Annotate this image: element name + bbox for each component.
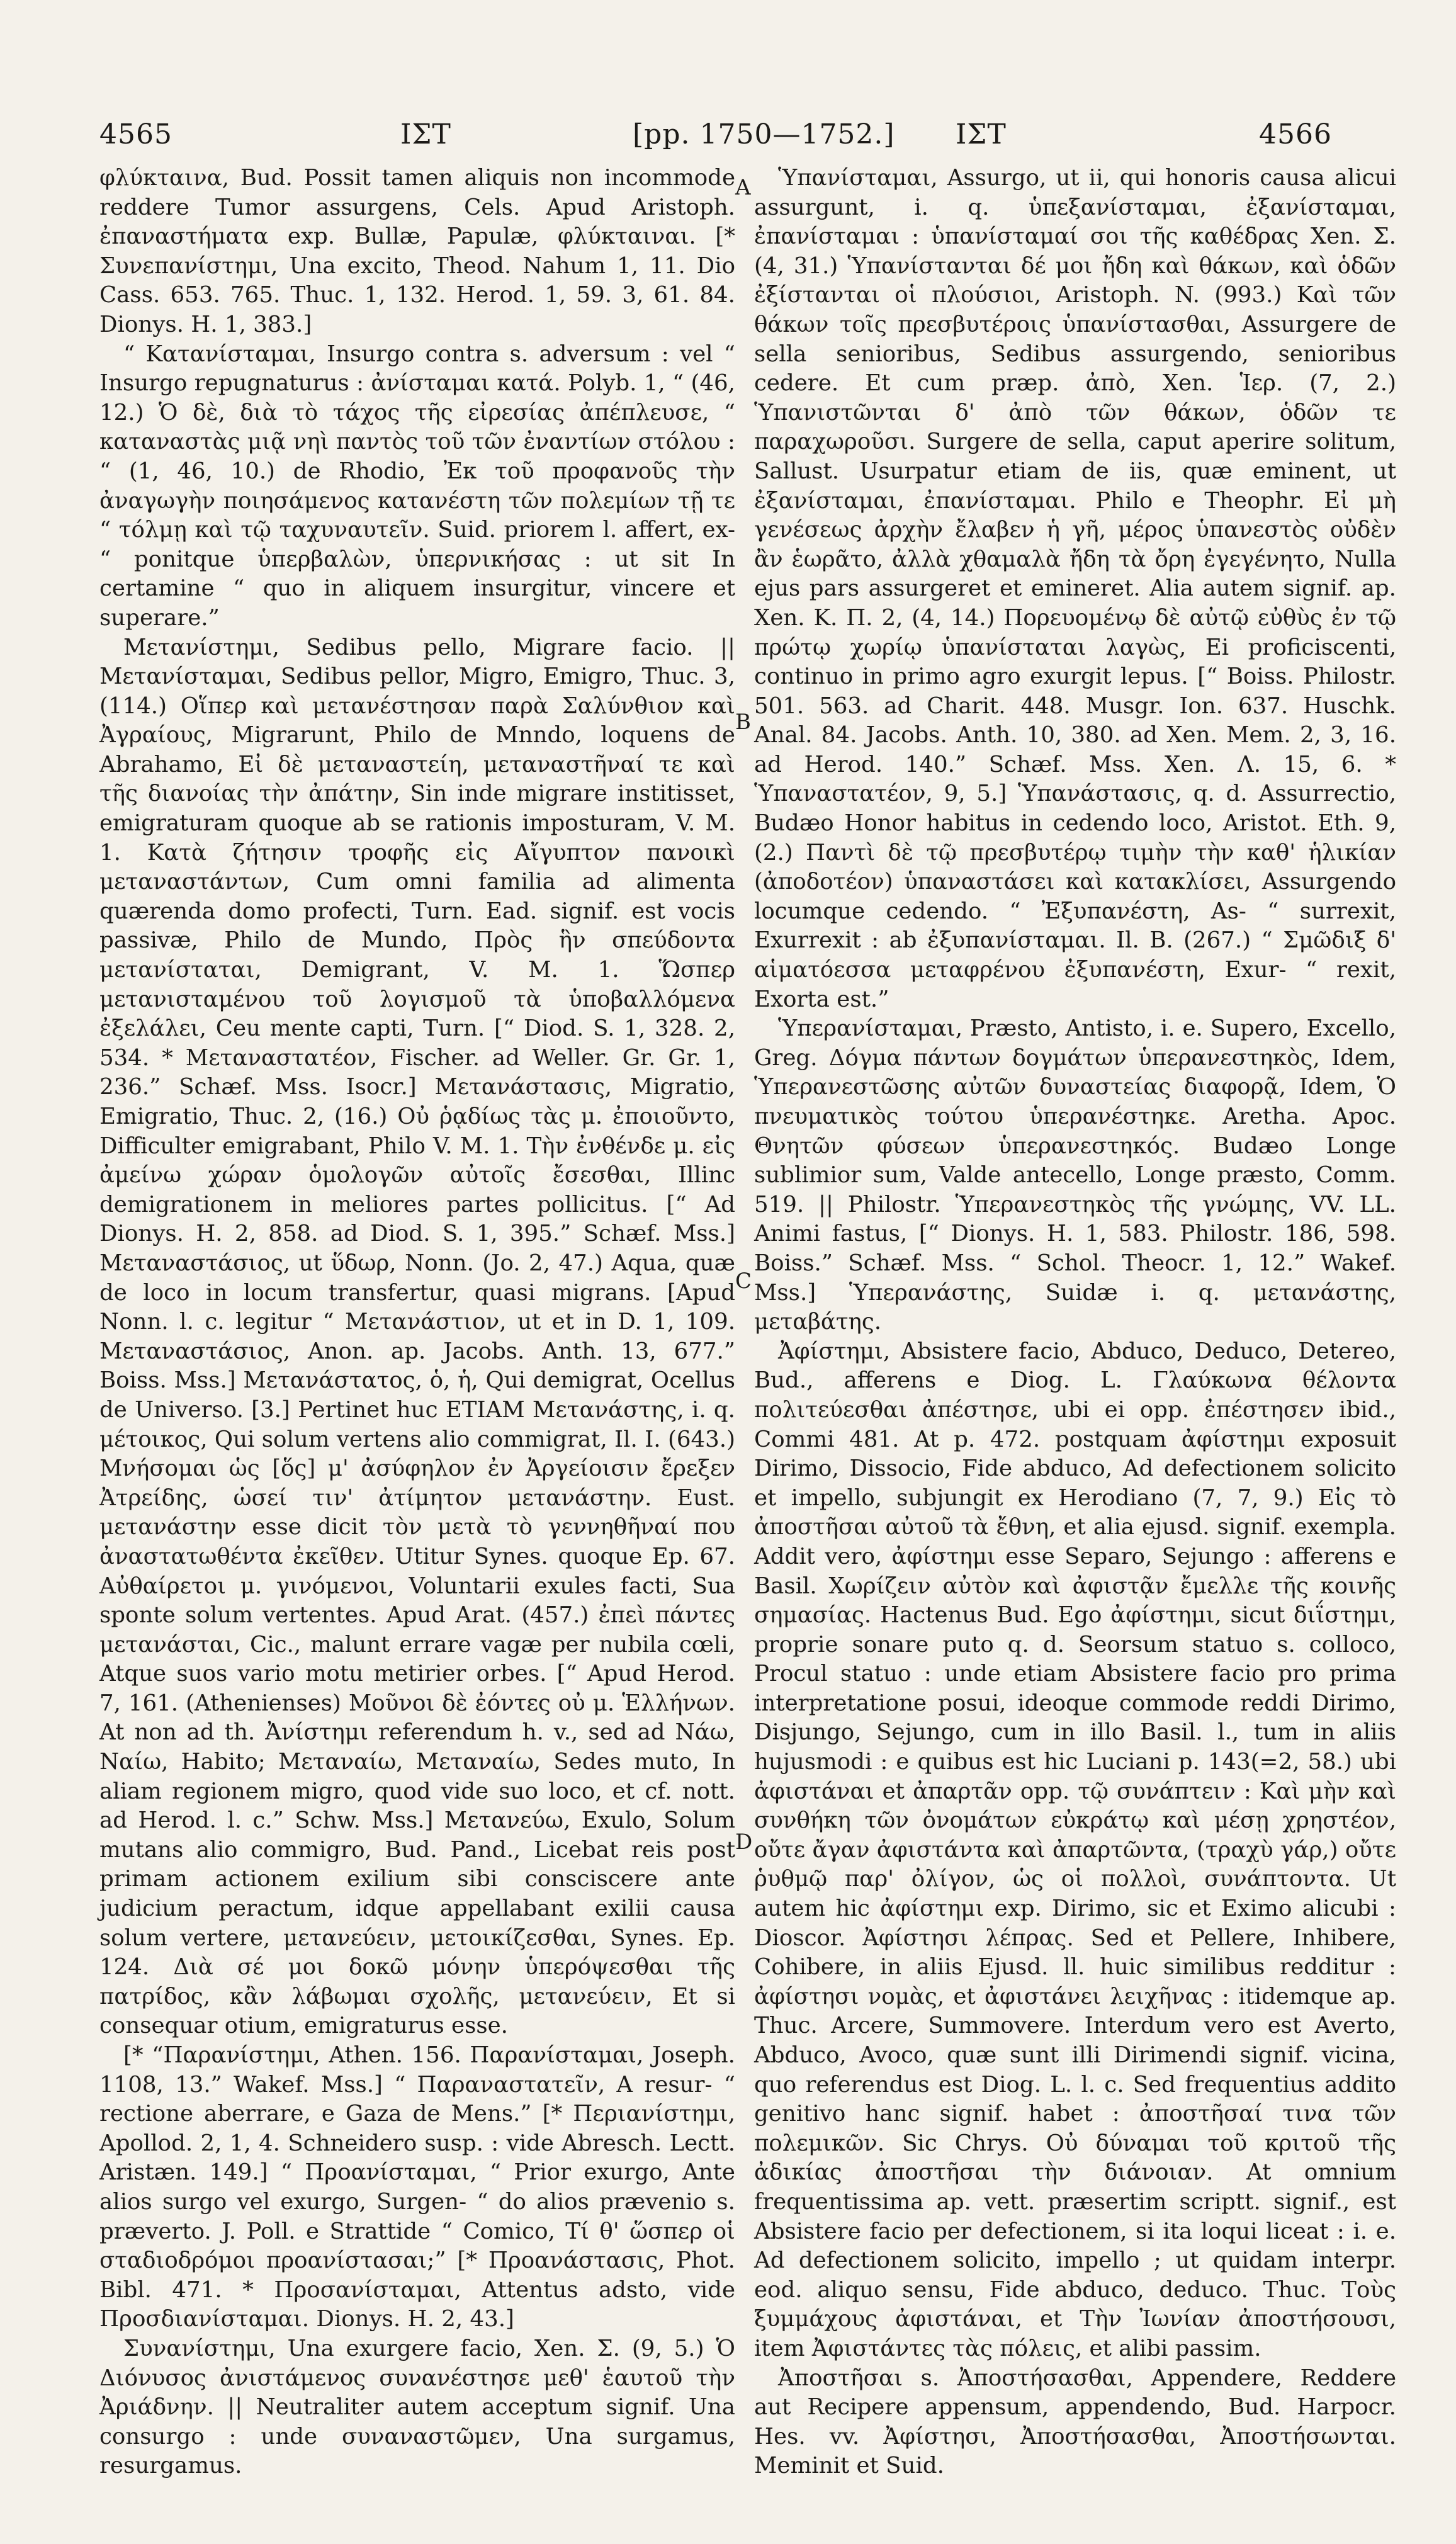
margin-letter-d: D — [735, 1829, 753, 1855]
entry-paragraph: φλύκταινα, Bud. Possit tamen aliquis non incommode reddere Tumor assurgens, Cels. Apud Aristoph. ἐπαναστήματα exp. Bullæ, Papulæ, φλύκταιναι. [* Συνεπανίστημι, Una excito, Theod. Nahum 1, 11. Dio Cass. 653. 765. Thuc. 1, 132. Herod. 1, 59. 3, 61. 84. Dionys. H. 1, 383.] — [99, 165, 735, 337]
entry-paragraph: Μετανίστημι, Sedibus pello, Migrare facio. || Μετανίσταμαι, Sedibus pellor, Migro, Emigro, Thuc. 3, (114.) Οἵπερ καὶ μετανέστησαν παρὰ Σαλύνθιον καὶ Ἀγραίους, Migrarunt, Philo de Mnndo, loquens de Abrahamo, Εἰ δὲ μεταναστείη, μεταναστῆναί τε καὶ τῆς διανοίας τὴν ἀπάτην, Sin inde migrare institisset, emigraturam quoque ab se rationis imposturam, V. M. 1. Κατὰ ζήτησιν τροφῆς εἰς Αἴγυπτον πανοικὶ μεταναστάντων, Cum omni familia ad alimenta quærenda domo profecti, Turn. Ead. signif. est vocis passivæ, Philo de Mundo, Πρὸς ἣν σπεύδοντα μετανίσταται, Demigrant, V. M. 1. Ὥσπερ μετανισταμένου τοῦ λογισμοῦ τὰ ὑποβαλλόμενα ἐξελάλει, Ceu mente capti, Turn. [“ Diod. S. 1, 328. 2, 534. * Μεταναστατέον, Fischer. ad Weller. Gr. Gr. 1, 236.” Schæf. Mss. Isocr.] Μετανάστασις, Migratio, Emigratio, Thuc. 2, (16.) Οὐ ῥᾳδίως τὰς μ. ἐποιοῦντο, Difficulter emigrabant, Philo V. M. 1. Τὴν ἐνθένδε μ. εἰς ἀμείνω χώραν ὁμολογῶν αὐτοῖς ἔσεσθαι, Illinc demigrationem in meliores partes pollicitus. [“ Ad Dionys. H. 2, 858. ad Diod. S. 1, 395.” Schæf. Mss.] Μεταναστάσιος, ut ὕδωρ, Nonn. (Jo. 2, 47.) Aqua, quæ de loco in locum transfertur, quasi migrans. [Apud Nonn. l. c. legitur “ Μετανάστιον, ut et in D. 1, 109. Μεταναστάσιος, Anon. ap. Jacobs. Anth. 13, 677.” Boiss. Mss.] Μετανάστατος, ὁ, ἡ, Qui demigrat, Ocellus de Universo. [3.] Pertinet huc ETIAM Μετανάστης, i. q. μέτοικος, Qui solum vertens alio commigrat, Il. I. (643.) Μνήσομαι ὡς [ὅς] μ' ἀσύφηλον ἐν Ἀργείοισιν ἔρεξεν Ἀτρείδης, ὡσεί τιν' ἀτίμητον μετανάστην. Eust. μετανάστην esse dicit τὸν μετὰ τὸ γεννηθῆναί που ἀναστατωθέντα ἐκεῖθεν. Utitur Synes. quoque Ep. 67. Αὐθαίρετοι μ. γινόμενοι, Voluntarii exules facti, Sua sponte solum vertentes. Apud Arat. (457.) ἐπεὶ πάντες μετανάσται, Cic., malunt errare vagæ per nubila cœli, Atque suos vario motu metirier orbes. [“ Apud Herod. 7, 161. (Athenienses) Μοῦνοι δὲ ἐόντες οὐ μ. Ἑλλήνων. At non ad th. Ἀνίστημι referendum h. v., sed ad Νάω, Ναίω, Habito; Μεταναίω, Μεταναίω, Sedes muto, In aliam regionem migro, quod vide suo loco, et cf. nott. ad Herod. l. c.” Schw. Mss.] Μετανεύω, Exulo, Solum mutans alio commigro, Bud. Pand., Licebat reis post primam actionem exilium sibi consciscere ante judicium peractum, idque appellabant exilii causa solum vertere, μετανεύειν, μετοικίζεσθαι, Synes. Ep. 124. Διὰ σέ μοι δοκῶ μόνην ὑπερόψεσθαι τῆς πατρίδος, κἂν λάβωμαι σχολῆς, μετανεύειν, Et si consequar otium, emigraturus esse. — [99, 634, 735, 2039]
margin-letter-a: A — [735, 175, 751, 200]
right-page-number: 4566 — [1259, 118, 1332, 150]
entry-paragraph: Ὑπερανίσταμαι, Præsto, Antisto, i. e. Supero, Excello, Greg. Δόγμα πάντων δογμάτων ὑπερανεστηκὸς, Idem, Ὑπερανεστῶσης αὐτῶν δυναστείας διαφορᾷ, Idem, Ὁ πνευματικὸς τούτου ὑπερανέστηκε. Aretha. Apoc. Θνητῶν φύσεων ὑπερανεστηκός. Budæo Longe sublimior sum, Valde antecello, Longe præsto, Comm. 519. || Philostr. Ὑπερανεστηκὸς τῆς γνώμης, VV. LL. Animi fastus, [“ Dionys. H. 1, 583. Philostr. 186, 598. Boiss.” Schæf. Mss. “ Schol. Theocr. 1, 12.” Wakef. Mss.] Ὑπερανάστης, Suidæ i. q. μετανάστης, μεταβάτης. — [754, 1015, 1396, 1335]
left-column — [99, 164, 735, 2481]
margin-letter-b: B — [735, 709, 751, 735]
entry-paragraph: Συνανίστημι, Una exurgere facio, Xen. Σ. (9, 5.) Ὁ Διόνυσος ἀνιστάμενος συνανέστησε μεθ' ἑαυτοῦ τὴν Ἀριάδνην. || Neutraliter autem acceptum signif. Una consurgo : unde συναναστῶμεν, Una surgamus, resurgamus. — [99, 2335, 735, 2479]
right-column — [754, 164, 1396, 2481]
entry-paragraph: Ἀποστῆσαι s. Ἀποστήσασθαι, Appendere, Reddere aut Recipere appensum, appendendo, Bud. Harpocr. Hes. vv. Ἀφίστησι, Ἀποστήσασθαι, Ἀποστήσωνται. Meminit et Suid. — [754, 2365, 1396, 2479]
entry-paragraph: “ Κατανίσταμαι, Insurgo contra s. adversum : vel “ Insurgo repugnaturus : ἀνίσταμαι κατά. Polyb. 1, “ (46, 12.) Ὁ δὲ, διὰ τὸ τάχος τῆς εἰρεσίας ἀπέπλευσε, “ καταναστὰς μιᾷ νηὶ παντὸς τοῦ τῶν ἐναντίων στόλου : “ (1, 46, 10.) de Rhodio, Ἐκ τοῦ προφανοῦς τὴν ἀναγωγὴν ποιησάμενος κατανέστη τῶν πολεμίων τῇ τε “ τόλμῃ καὶ τῷ ταχυναυτεῖν. Suid. priorem l. affert, ex- “ ponitque ὑπερβαλὼν, ὑπερνικήσας : ut sit In certamine “ quo in aliquem insurgitur, vincere et superare.” — [99, 341, 735, 631]
right-running-head: ΙΣΤ — [956, 118, 1007, 150]
left-page-number: 4565 — [99, 118, 172, 150]
entry-paragraph: Ἀφίστημι, Absistere facio, Abduco, Deduco, Detereo, Bud., afferens e Diog. L. Γλαύκωνα θέλοντα πολιτεύεσθαι ἀπέστησε, ubi ei opp. ἐπέστησεν ibid., Commi 481. At p. 472. postquam ἀφίστημι exposuit Dirimo, Dissocio, Fide abduco, Ad defectionem solicito et impello, subjungit ex Herodiano (7, 7, 9.) Εἰς τὸ ἀποστῆσαι αὐτοῦ τὰ ἔθνη, et alia ejusd. signif. exempla. Addit vero, ἀφίστημι esse Separo, Sejungo : afferens e Basil. Χωρίζειν αὐτὸν καὶ ἀφιστᾷν ἔμελλε τῆς κοινῆς σημασίας. Hactenus Bud. Ego ἀφίστημι, sicut διΐστημι, proprie sonare puto q. d. Seorsum statuo s. colloco, Procul statuo : unde etiam Absistere facio pro prima interpretatione posui, ideoque commode reddi Dirimo, Disjungo, Sejungo, cum in illo Basil. l., tum in aliis hujusmodi : e quibus est hic Luciani p. 143(=2, 58.) ubi ἀφιστάναι et ἀπαρτᾶν opp. τῷ συνάπτειν : Καὶ μὴν καὶ συνθήκη τῶν ὀνομάτων εὐκράτῳ καὶ μέσῃ χρηστέον, οὔτε ἄγαν ἀφιστάντα καὶ ἀπαρτῶντα, (τραχὺ γάρ,) οὔτε ῥυθμῷ παρ' ὀλίγον, ὡς οἱ πολλοὶ, συνάπτοντα. Ut autem hic ἀφίστημι exp. Dirimo, sic et Eximo alicubi : Dioscor. Ἀφίστησι λέπρας. Sed et Pellere, Inhibere, Cohibere, in aliis Ejusd. ll. huic similibus redditur : ἀφίστησι νομὰς, et ἀφιστάνει λειχῆνας : itidemque ap. Thuc. Arcere, Summovere. Interdum vero est Averto, Abduco, Avoco, quæ sunt illi Dirimendi signif. vicina, quo referendus est Diog. L. l. c. Sed frequentius addito genitivo hanc signif. habet : ἀποστῆσαί τινα τῶν πολεμικῶν. Sic Chrys. Οὐ δύναμαι τοῦ κριτοῦ τῆς ἀδικίας ἀποστῆσαι τὴν διάνοιαν. At omnium frequentissima ap. vett. præsertim scriptt. signif., est Absistere facio per defectionem, si ita loqui liceat : i. e. Ad defectionem solicito, impello ; ut quidam interpr. eod. aliquo sensu, Fide abduco, deduco. Thuc. Τοὺς ξυμμάχους ἀφιστάναι, et Τὴν Ἰωνίαν ἀποστήσουσι, item Ἀφιστάντες τὰς πόλεις, et alibi passim. — [754, 1338, 1396, 2361]
entry-paragraph: [* “Παρανίστημι, Athen. 156. Παρανίσταμαι, Joseph. 1108, 13.” Wakef. Mss.] “ Παραναστατεῖν, A resur- “ rectione aberrare, e Gaza de Mens.” [* Περιανίστημι, Apollod. 2, 1, 4. Schneidero susp. : vide Abresch. Lectt. Aristæn. 149.] “ Προανίσταμαι, “ Prior exurgo, Ante alios surgo vel exurgo, Surgen- “ do alios prævenio s. præverto. J. Poll. e Strattide “ Comico, Τί θ' ὥσπερ οἱ σταδιοδρόμοι προανίστασαι;” [* Προανάστασις, Phot. Bibl. 471. * Προσανίσταμαι, Attentus adsto, vide Προσδιανίσταμαι. Dionys. H. 2, 43.] — [99, 2042, 735, 2332]
entry-paragraph: Ὑπανίσταμαι, Assurgo, ut ii, qui honoris causa alicui assurgunt, i. q. ὑπεξανίσταμαι, ἐξανίσταμαι, ἐπανίσταμαι : ὑπανίσταμαί σοι τῆς καθέδρας Xen. Σ. (4, 31.) Ὑπανίστανται δέ μοι ἤδη καὶ θάκων, καὶ ὁδῶν ἐξίστανται οἱ πλούσιοι, Aristoph. N. (993.) Καὶ τῶν θάκων τοῖς πρεσβυτέροις ὑπανίστασθαι, Assurgere de sella senioribus, Sedibus assurgendo, senioribus cedere. Et cum præp. ἀπὸ, Xen. Ἱερ. (7, 2.) Ὑπανιστῶνται δ' ἀπὸ τῶν θάκων, ὁδῶν τε παραχωροῦσι. Surgere de sella, caput aperire solitum, Sallust. Usurpatur etiam de iis, quæ eminent, ut ἐξανίσταμαι, ἐπανίσταμαι. Philo e Theophr. Εἰ μὴ γενέσεως ἀρχὴν ἔλαβεν ἡ γῆ, μέρος ὑπανεστὸς οὐδὲν ἂν ἑωρᾶτο, ἀλλὰ χθαμαλὰ ἤδη τὰ ὄρη ἐγεγένητο, Nulla ejus pars assurgeret et emineret. Alia autem signif. ap. Xen. Κ. Π. 2, (4, 14.) Πορευομένῳ δὲ αὐτῷ εὐθὺς ἐν τῷ πρώτῳ χωρίῳ ὑπανίσταται λαγὼς, Ei proficiscenti, continuo in primo agro exurgit lepus. [“ Boiss. Philostr. 501. 563. ad Charit. 448. Musgr. Ion. 637. Huschk. Anal. 84. Jacobs. Anth. 10, 380. ad Xen. Mem. 2, 3, 16. ad Herod. 140.” Schæf. Mss. Xen. Λ. 15, 6. * Ὑπαναστατέον, 9, 5.] Ὑπανάστασις, q. d. Assurrectio, Budæo Honor habitus in cedendo loco, Aristot. Eth. 9, (2.) Παντὶ δὲ τῷ πρεσβυτέρῳ τιμὴν τὴν καθ' ἡλικίαν (ἀποδοτέον) ὑπαναστάσει καὶ κατακλίσει, Assurgendo locumque cedendo. “ Ἐξυπανέστη, As- “ surrexit, Exurrexit : ab ἐξυπανίσταμαι. Il. B. (267.) “ Σμῶδιξ δ' αἱματόεσσα μεταφρένου ἐξυπανέστη, Exur- “ rexit, Exorta est.” — [754, 165, 1396, 1012]
margin-letter-c: C — [735, 1269, 752, 1294]
page-header — [0, 0, 1456, 151]
left-running-head: ΙΣΤ — [400, 118, 451, 150]
page-range: [pp. 1750—1752.] — [633, 118, 895, 150]
